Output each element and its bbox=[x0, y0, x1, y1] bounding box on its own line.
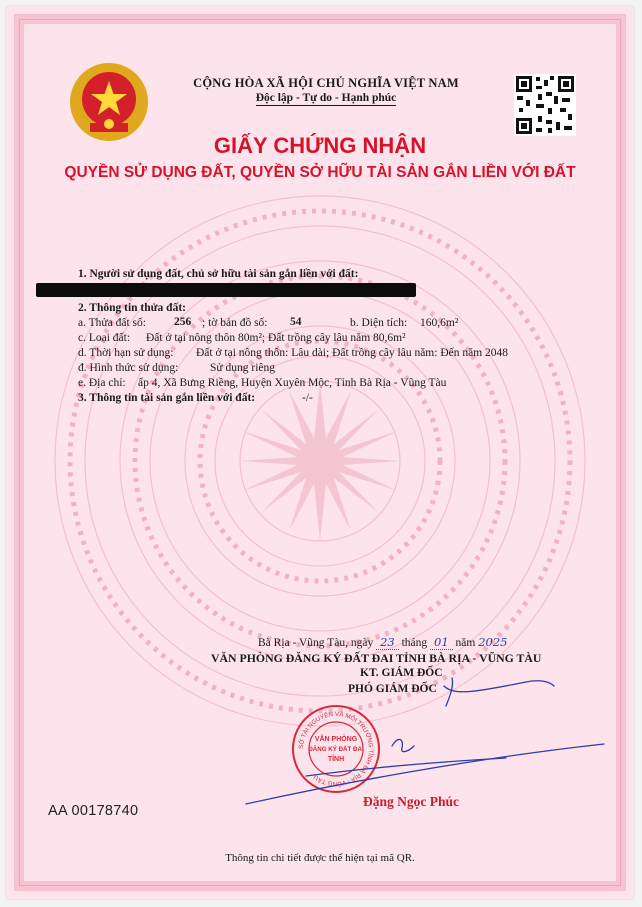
issue-month: 01 bbox=[430, 635, 453, 650]
month-label: tháng bbox=[401, 637, 428, 649]
nation-name: CỘNG HÒA XÃ HỘI CHỦ NGHĨA VIỆT NAM bbox=[193, 76, 459, 90]
year-label: năm bbox=[455, 637, 476, 649]
certificate-page bbox=[6, 6, 634, 899]
address-label: e. Địa chỉ: bbox=[78, 377, 126, 389]
seal-line1: VĂN PHÒNG bbox=[314, 736, 358, 743]
section3-value: -/- bbox=[302, 392, 313, 404]
issue-day: 23 bbox=[376, 635, 399, 650]
map-sheet-label: ; tờ bản đồ số: bbox=[202, 317, 268, 329]
usage-term-label: d. Thời hạn sử dụng: bbox=[78, 347, 174, 359]
issue-place: Bà Rịa - Vũng Tàu, ngày bbox=[258, 637, 374, 649]
area-label: b. Diện tích: bbox=[350, 317, 408, 329]
usage-form-value: Sử dụng riêng bbox=[210, 362, 276, 374]
certificate-serial: AA 00178740 bbox=[48, 803, 139, 819]
area-value: 160,6m² bbox=[420, 317, 459, 329]
parcel-number-label: a. Thửa đất số: bbox=[78, 317, 146, 329]
land-type-value: Đất ở tại nông thôn 80m²; Đất trồng cây lâu năm 80,6m² bbox=[146, 332, 406, 344]
certificate-title: GIẤY CHỨNG NHẬN bbox=[213, 133, 427, 158]
map-sheet-value: 54 bbox=[290, 316, 302, 328]
issuing-office: VĂN PHÒNG ĐĂNG KÝ ĐẤT ĐAI TỈNH BÀ RỊA - VŨNG TÀU bbox=[211, 651, 542, 665]
qr-footnote: Thông tin chi tiết được thể hiện tại mã QR. bbox=[225, 852, 415, 864]
kt-director: KT. GIÁM ĐỐC bbox=[360, 667, 443, 679]
section2-heading: 2. Thông tin thửa đất: bbox=[78, 302, 186, 314]
signer-name: Đặng Ngọc Phúc bbox=[362, 794, 459, 809]
usage-term-value: Đất ở tại nông thôn: Lâu dài; Đất trồng cây lâu năm: Đến năm 2048 bbox=[196, 347, 509, 359]
parcel-number-value: 256 bbox=[174, 316, 192, 328]
seal-ring-text: SỞ TÀI NGUYÊN VÀ MÔI TRƯỜNG TỈNH BÀ RỊA - VŨNG TÀU bbox=[297, 710, 375, 788]
motto-text: Độc lập - Tự do - Hạnh phúc bbox=[255, 92, 397, 104]
certificate-subtitle: QUYỀN SỬ DỤNG ĐẤT, QUYỀN SỞ HỮU TÀI SẢN GẮN LIỀN VỚI ĐẤT bbox=[64, 164, 576, 181]
deputy-director: PHÓ GIÁM ĐỐC bbox=[348, 683, 437, 695]
address-value: ấp 4, Xã Bưng Riềng, Huyện Xuyên Mộc, Tỉnh Bà Rịa - Vũng Tàu bbox=[138, 377, 447, 389]
seal-line3: TỈNH bbox=[327, 756, 345, 763]
seal-line2: ĐĂNG KÝ ĐẤT ĐAI bbox=[308, 746, 364, 753]
section3-heading: 3. Thông tin tài sản gắn liền với đất: bbox=[78, 392, 256, 404]
land-type-label: c. Loại đất: bbox=[78, 332, 131, 344]
issue-year: 2025 bbox=[478, 635, 508, 649]
handwritten-signature bbox=[6, 6, 634, 899]
usage-form-label: đ. Hình thức sử dụng: bbox=[78, 362, 179, 374]
section1-heading: 1. Người sử dụng đất, chủ sở hữu tài sản gắn liền với đất: bbox=[78, 268, 359, 280]
